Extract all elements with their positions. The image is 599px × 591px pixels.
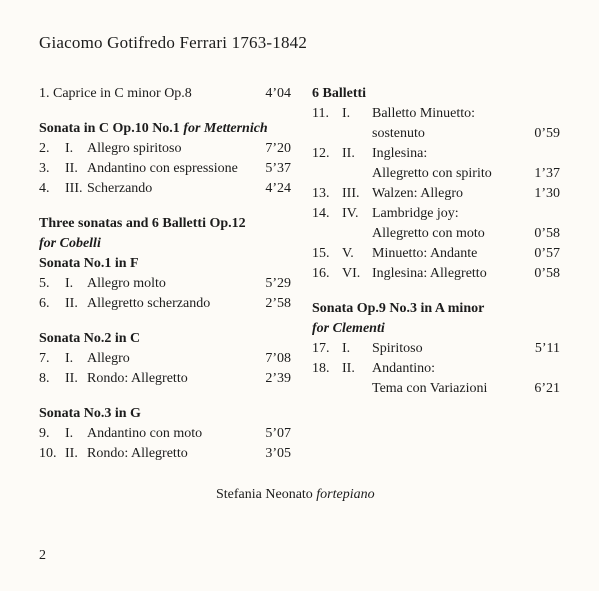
movement-number: VI. [342,266,361,281]
page-number: 2 [39,548,46,563]
track-duration: 6’21 [534,381,560,396]
movement-number: II. [65,161,78,176]
composer-dates: 1763-1842 [231,33,308,52]
track-row [39,349,291,369]
track-number: 17. [312,341,330,356]
track-row [39,369,291,389]
track-row [312,204,560,224]
track-duration: 0’59 [534,126,560,141]
track-number: 7. [39,351,50,366]
track-duration: 2’39 [265,371,291,386]
dedication-line [312,319,560,339]
track-number: 15. [312,246,330,261]
movement-number: V. [342,246,354,261]
track-title-continued: Allegretto con spirito [372,166,492,181]
dedication-line [39,234,291,254]
track-number: 5. [39,276,50,291]
composer-name: Giacomo Gotifredo Ferrari [39,33,228,52]
movement-number: I. [342,341,351,356]
track-number: 6. [39,296,50,311]
track-number: 3. [39,161,50,176]
track-row [312,339,560,359]
track-title: Balletto Minuetto: [372,106,476,121]
dedication: for Cobelli [39,236,101,251]
track-duration: 0’58 [534,266,560,281]
sonata-heading: Sonata No.3 in G [39,406,141,421]
track-number: 9. [39,426,50,441]
track-title: Andantino con espressione [87,161,238,176]
track-title: Allegro spiritoso [87,141,182,156]
work-heading: 6 Balletti [312,86,367,101]
track-row-continuation [312,224,560,244]
track-row [39,179,291,199]
track-row [39,444,291,464]
track-title-continued: Tema con Variazioni [372,381,488,396]
track-number: 2. [39,141,50,156]
track-duration: 0’57 [534,246,560,261]
tracklist-left-column [39,84,291,464]
track-title: Andantino con moto [87,426,203,441]
track-duration: 2’58 [265,296,291,311]
track-row [39,84,291,104]
track-row [312,264,560,284]
track-title: Scherzando [87,181,153,196]
track-duration: 0’58 [534,226,560,241]
track-title-continued: sostenuto [372,126,425,141]
track-title: Inglesina: Allegretto [372,266,487,281]
track-title-continued: Allegretto con moto [372,226,485,241]
track-row [312,184,560,204]
track-row [39,294,291,314]
composer-heading [39,33,307,53]
track-row [39,159,291,179]
track-title: Spiritoso [372,341,423,356]
track-row [39,424,291,444]
track-number: 16. [312,266,330,281]
track-duration: 1’37 [534,166,560,181]
track-title: Allegretto scherzando [87,296,211,311]
dedication: for Metternich [183,121,268,136]
track-number: 14. [312,206,330,221]
movement-number: II. [65,296,78,311]
track-duration: 5’07 [265,426,291,441]
track-row [312,244,560,264]
track-number: 11. [312,106,329,121]
track-number: 12. [312,146,330,161]
track-title: Minuetto: Andante [372,246,478,261]
track-row [39,139,291,159]
movement-number: I. [65,351,74,366]
track-row [39,274,291,294]
movement-number: III. [342,186,360,201]
track-duration: 5’29 [265,276,291,291]
track-title: Allegro molto [87,276,166,291]
track-title: Walzen: Allegro [372,186,464,201]
tracklist-right-column [312,84,560,399]
track-number: 10. [39,446,57,461]
sonata-heading: Sonata No.1 in F [39,256,139,271]
track-title: Lambridge joy: [372,206,459,221]
performer-instrument: fortepiano [316,487,375,502]
track-number: 8. [39,371,50,386]
movement-number: I. [65,426,74,441]
track-number: 4. [39,181,50,196]
track-title: Allegro [87,351,130,366]
track-row [312,359,560,379]
track-number: 13. [312,186,330,201]
track-duration: 5’37 [265,161,291,176]
track-duration: 3’05 [265,446,291,461]
movement-number: I. [65,276,74,291]
track-title: Andantino: [372,361,435,376]
sonata-heading: Sonata No.2 in C [39,331,141,346]
dedication: for Clementi [312,321,385,336]
track-duration: 4’24 [265,181,291,196]
track-duration: 7’08 [265,351,291,366]
track-title: Caprice in C minor Op.8 [53,86,192,101]
track-row [312,104,560,124]
work-heading: Sonata in C Op.10 No.1 for Metternich [39,121,268,136]
movement-number: III. [65,181,83,196]
work-heading: Three sonatas and 6 Balletti Op.12 [39,216,246,231]
performer-credit [216,487,375,503]
track-title: Rondo: Allegretto [87,446,188,461]
track-duration: 5’11 [534,341,560,356]
track-duration: 7’20 [265,141,291,156]
movement-number: IV. [342,206,359,221]
track-row-continuation [312,164,560,184]
work-heading: Sonata Op.9 No.3 in A minor [312,301,485,316]
movement-number: II. [342,146,355,161]
track-duration: 4’04 [265,86,291,101]
track-number: 18. [312,361,330,376]
track-title: Rondo: Allegretto [87,371,188,386]
performer-name: Stefania Neonato [216,487,313,502]
movement-number: I. [342,106,351,121]
track-number: 1. [39,86,50,101]
movement-number: I. [65,141,74,156]
movement-number: II. [342,361,355,376]
track-title: Inglesina: [372,146,428,161]
movement-number: II. [65,371,78,386]
track-row-continuation [312,379,560,399]
movement-number: II. [65,446,78,461]
track-duration: 1’30 [534,186,560,201]
track-row [312,144,560,164]
track-row-continuation [312,124,560,144]
